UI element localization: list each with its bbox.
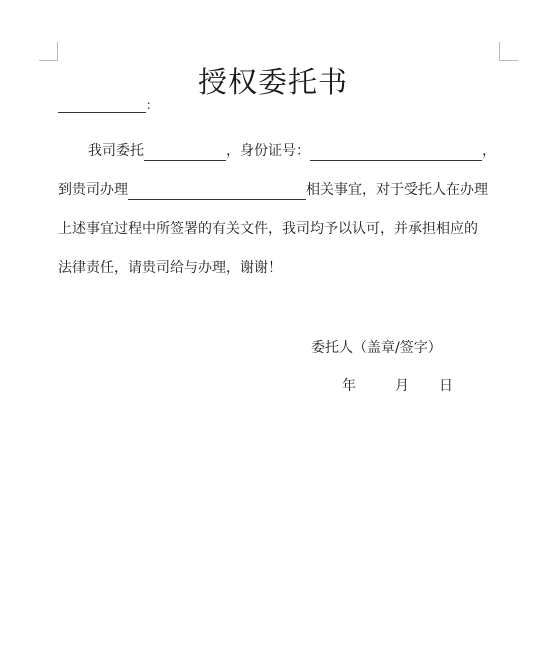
- date-day-label: 日: [439, 378, 453, 394]
- addressee-blank: [58, 98, 146, 113]
- text-segment: 相关事宜，对于受托人在办理: [306, 182, 488, 198]
- document-title: 授权委托书: [197, 65, 348, 99]
- date-year-label: 年: [342, 378, 356, 394]
- text-segment: 我司委托: [88, 143, 144, 159]
- paragraph-line-2: [58, 180, 488, 200]
- margin-corner-top-left: [39, 42, 58, 61]
- text-segment: 到贵司办理: [58, 182, 128, 198]
- trustee-name-blank: [144, 146, 226, 161]
- addressee-colon: ：: [146, 98, 159, 112]
- margin-corner-top-right: [499, 42, 518, 61]
- paragraph-line-1: [88, 141, 496, 161]
- text-segment: ，: [482, 143, 496, 159]
- paragraph-line-4: 法律责任，请贵司给与办理，谢谢！: [58, 260, 282, 276]
- matter-blank: [128, 185, 306, 200]
- signature-label: 委托人（盖章/签字）: [311, 340, 442, 356]
- date-month-label: 月: [395, 378, 409, 394]
- paragraph-line-3: 上述事宜过程中所签署的有关文件，我司均予以认可，并承担相应的: [58, 221, 478, 237]
- id-number-blank: [310, 146, 482, 161]
- addressee-line: [58, 96, 158, 113]
- text-segment: ，身份证号：: [226, 143, 310, 159]
